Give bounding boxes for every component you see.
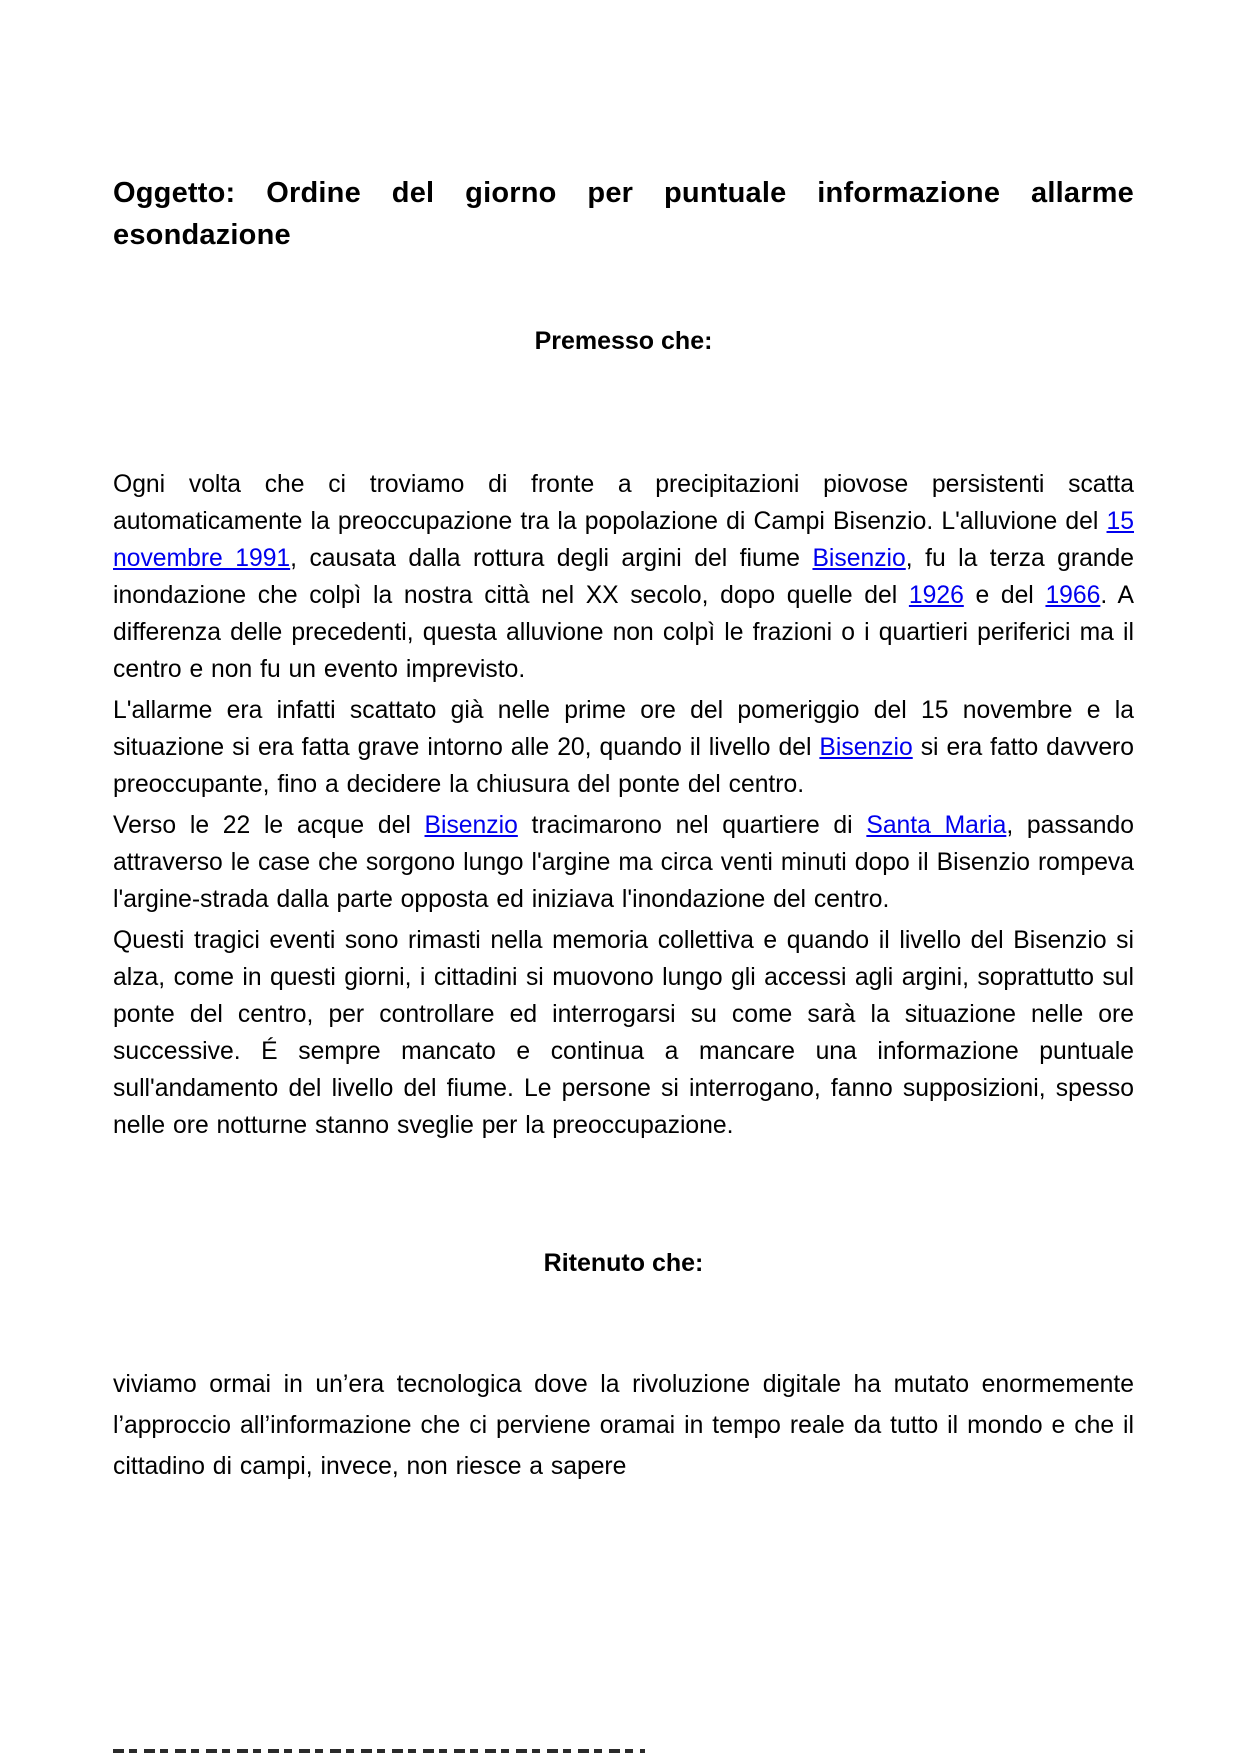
text-run: Ogni volta che ci troviamo di fronte a precipitazioni piovose persistenti scatta automaticamente la preoccupazione tra la popolazione di Campi Bisenzio. L'alluvione del bbox=[113, 471, 1134, 535]
text-run: tracimarono nel quartiere di bbox=[517, 812, 867, 839]
document-title: Oggetto: Ordine del giorno per puntuale informazione allarme esondazione bbox=[113, 177, 1134, 251]
inline-link[interactable]: 15 novembre 1991 bbox=[113, 508, 1134, 572]
inline-link[interactable]: Bisenzio bbox=[424, 812, 518, 839]
text-run: , fu la terza grande inondazione che colpì la nostra città nel XX secolo, dopo quelle del bbox=[113, 545, 1135, 609]
paragraph-era-tecnologica bbox=[113, 1364, 1134, 1487]
inline-link[interactable]: Bisenzio bbox=[812, 545, 906, 572]
inline-link[interactable]: Santa Maria bbox=[866, 812, 1007, 839]
inline-link[interactable]: 1966 bbox=[1045, 582, 1101, 609]
text-run: Verso le 22 le acque del bbox=[113, 812, 425, 839]
heading-ritenuto: Ritenuto che: bbox=[543, 1249, 704, 1277]
text-run: . A differenza delle precedenti, questa alluvione non colpì le frazioni o i quartieri periferici ma il centro e non fu un evento imprevisto. bbox=[113, 582, 1134, 683]
text-run: , causata dalla rottura degli argini del fiume bbox=[290, 545, 813, 572]
paragraph-allarme bbox=[113, 692, 1134, 803]
document-body bbox=[113, 322, 1134, 1487]
heading-premesso: Premesso che: bbox=[534, 327, 713, 355]
paragraph-alluvione-1991 bbox=[113, 466, 1134, 688]
text-run: L'allarme era infatti scattato già nelle prime ore del pomeriggio del 15 novembre e la situazione si era fatta grave intorno alle 20, quando il livello del bbox=[113, 697, 1134, 761]
clipped-next-line bbox=[113, 1749, 645, 1753]
text-run: , passando attraverso le case che sorgono lungo l'argine ma circa venti minuti dopo il Bisenzio rompeva l'argine-strada dalla parte opposta ed iniziava l'inondazione del centro. bbox=[113, 812, 1134, 913]
inline-link[interactable]: Bisenzio bbox=[819, 734, 913, 761]
text-run: e del bbox=[963, 582, 1046, 609]
text-run: Questi tragici eventi sono rimasti nella memoria collettiva e quando il livello del Bisenzio si alza, come in questi giorni, i cittadini si muovono lungo gli accessi agli argini, soprattutto sul ponte del centro, per controllare ed interrogarsi su come sarà la situazione nelle ore successive. É sempre mancato e continua a mancare una informazione puntuale sull'andamento del livello del fiume. Le persone si interrogano, fanno supposizioni, spesso nelle ore notturne stanno sveglie per la preoccupazione. bbox=[113, 927, 1134, 1139]
paragraph-tracimazione bbox=[113, 807, 1134, 918]
inline-link[interactable]: 1926 bbox=[908, 582, 964, 609]
text-run: viviamo ormai in un’era tecnologica dove la rivoluzione digitale ha mutato enormemente l’approccio all’informazione che ci perviene oramai in tempo reale da tutto il mondo e che il cittadino di campi, invece, non riesce a sapere bbox=[113, 1371, 1134, 1480]
paragraph-memoria-collettiva bbox=[113, 922, 1134, 1144]
text-run: si era fatto davvero preoccupante, fino a decidere la chiusura del ponte del centro. bbox=[113, 734, 1134, 798]
